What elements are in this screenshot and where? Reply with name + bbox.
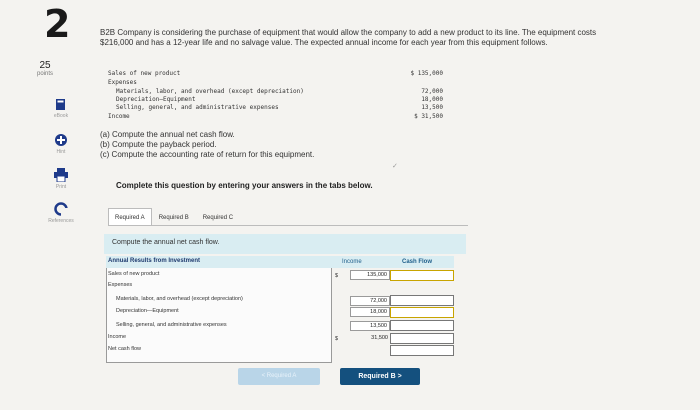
row-dep-label: Depreciation—Equipment — [116, 308, 179, 314]
print-icon — [54, 168, 68, 182]
row-sga-income: 13,500 — [350, 321, 390, 331]
ebook-icon — [55, 99, 67, 111]
is-dep-amount: 18,000 — [421, 96, 443, 103]
tab-required-b[interactable]: Required B — [158, 215, 189, 221]
is-sga-amount: 13,500 — [421, 104, 443, 111]
question-number: 2 — [44, 2, 71, 46]
references-icon — [54, 202, 68, 216]
print-label: Print — [55, 184, 67, 190]
requirement-c: (c) Compute the accounting rate of return for this equipment. — [100, 150, 315, 159]
is-mat-label: Materials, labor, and overhead (except depreciation) — [116, 88, 304, 95]
is-income-amount: $ 31,500 — [414, 113, 443, 120]
is-sga-label: Selling, general, and administrative expenses — [116, 104, 279, 111]
cash-flow-column-header: Cash Flow — [402, 259, 433, 265]
row-mat-label: Materials, labor, and overhead (except depreciation) — [116, 296, 243, 302]
prev-required-a-button[interactable]: < Required A — [238, 368, 320, 385]
requirements-list — [100, 130, 314, 160]
row-dep-income: 18,000 — [350, 307, 390, 317]
is-sales-amount: $ 135,000 — [410, 70, 443, 77]
tab-required-a[interactable]: Required A — [108, 208, 152, 226]
hint-button[interactable] — [36, 133, 86, 155]
row-sales-income: 135,000 — [350, 270, 390, 280]
income-cash-flow-input[interactable] — [390, 333, 454, 344]
row-sales-label: Sales of new product — [108, 271, 160, 277]
tab-divider — [108, 225, 468, 226]
income-column-header: Income — [342, 259, 362, 265]
complete-instruction: Complete this question by entering your answers in the tabs below. — [116, 181, 373, 190]
net-cash-flow-input[interactable] — [390, 345, 454, 356]
is-income-label: Income — [108, 113, 130, 120]
dep-cash-flow-input[interactable] — [390, 307, 454, 318]
references-button[interactable] — [36, 202, 86, 224]
requirement-b: (b) Compute the payback period. — [100, 140, 217, 149]
ebook-button[interactable] — [36, 99, 86, 119]
row-income-dollar: $ — [335, 336, 339, 342]
table-header-title: Annual Results from Investment — [108, 258, 201, 264]
requirement-tabs — [108, 208, 240, 226]
tab-required-c[interactable]: Required C — [202, 215, 234, 221]
references-label: References — [48, 218, 74, 224]
row-sales-dollar: $ — [335, 273, 339, 279]
tab-instruction: Compute the annual net cash flow. — [104, 234, 466, 254]
row-expenses-label: Expenses — [108, 282, 133, 288]
check-mark-icon: ✓ — [392, 163, 398, 170]
row-income-label: Income — [108, 334, 127, 340]
question-prompt: B2B Company is considering the purchase of equipment that would allow the company to add a new product to its line. The equipment costs $216,000 and has a 12-year life and no salvage value. The expected annual income for each year from this equipment follows. — [100, 28, 597, 47]
hint-label: Hint — [56, 149, 66, 155]
row-sga-label: Selling, general, and administrative expenses — [116, 322, 227, 328]
is-mat-amount: 72,000 — [421, 88, 443, 95]
row-mat-income: 72,000 — [350, 296, 390, 306]
is-expenses-label: Expenses — [108, 79, 137, 86]
sga-cash-flow-input[interactable] — [390, 320, 454, 331]
sales-cash-flow-input[interactable] — [390, 270, 454, 281]
mat-cash-flow-input[interactable] — [390, 295, 454, 306]
answer-table — [106, 256, 454, 363]
points-value: 25 — [39, 60, 51, 71]
points-unit: points — [36, 71, 53, 77]
next-required-b-button[interactable]: Required B > — [340, 368, 420, 385]
row-ncf-label: Net cash flow — [108, 346, 142, 352]
hint-icon — [54, 133, 68, 147]
is-sales-label: Sales of new product — [108, 70, 181, 77]
requirement-a: (a) Compute the annual net cash flow. — [100, 130, 235, 139]
row-income-income: 31,500 — [371, 335, 388, 341]
points-indicator — [30, 60, 60, 77]
ebook-label: eBook — [53, 113, 69, 119]
is-dep-label: Depreciation—Equipment — [116, 96, 196, 103]
print-button[interactable] — [36, 168, 86, 190]
